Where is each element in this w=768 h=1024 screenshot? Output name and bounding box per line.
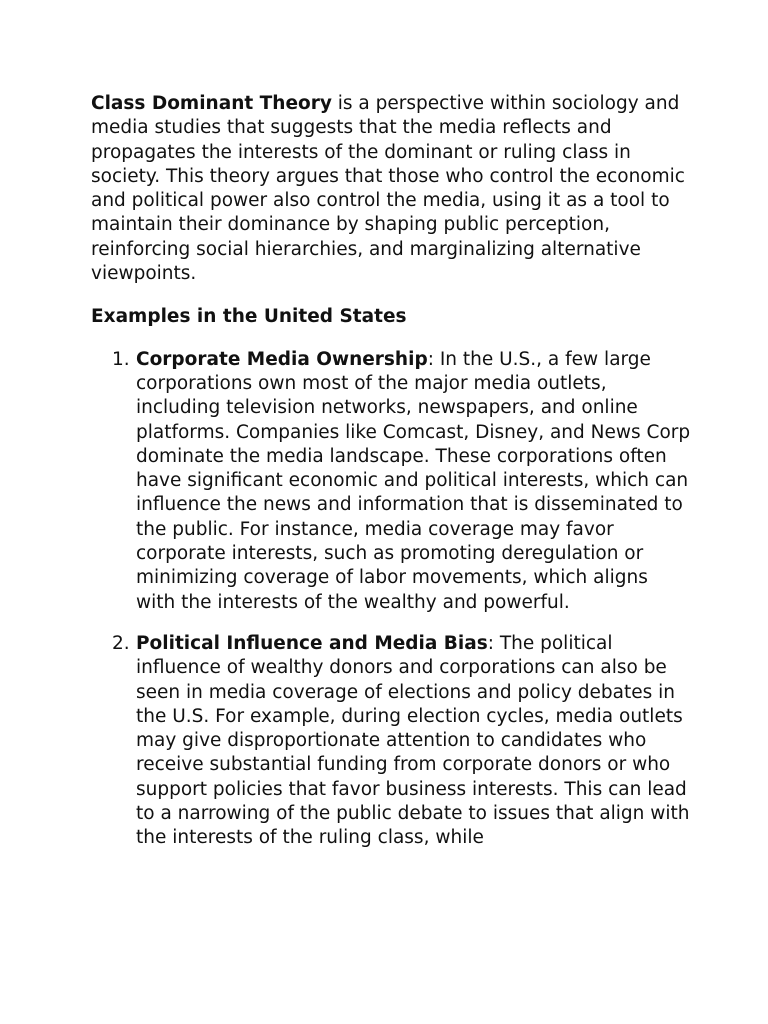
list-item-text: : The political influence of wealthy donors and corporations can also be seen in media coverage of elections and policy debates in the U.S. For example, during election cycles, media outlets may give disproportionate attention to candidates who receive substantial funding from corporate donors or who support policies that favor business interests. This can lead to a narrowing of the public debate to issues that align with the interests of the ruling class, while [136,632,690,849]
intro-text: is a perspective within sociology and media studies that suggests that the media reflects and propagates the interests of the dominant or ruling class in society. This theory argues that those who control the economic and political power also control the media, using it as a tool to maintain their dominance by shaping public perception, reinforcing social hierarchies, and marginalizing alternative viewpoints. [91,93,685,285]
list-item-title: Political Influence and Media Bias [136,632,488,654]
examples-list [91,348,691,851]
intro-term: Class Dominant Theory [91,93,332,114]
list-item [91,632,691,851]
list-item-number: 1. [112,348,130,370]
section-heading: Examples in the United States [91,306,407,328]
document-page [91,92,691,868]
list-item-text: : In the U.S., a few large corporations own most of the major media outlets, including television networks, newspapers, and online platforms. Companies like Comcast, Disney, and News Corp dominate the media landscape. These corporations often have significant economic and political interests, which can influence the news and information that is disseminated to the public. For instance, media coverage may favor corporate interests, such as promoting deregulation or minimizing coverage of labor movements, which aligns with the interests of the wealthy and powerful. [136,348,691,613]
list-item-title: Corporate Media Ownership [136,348,428,370]
intro-paragraph [91,92,691,286]
list-item-number: 2. [112,632,130,654]
list-item [91,348,691,615]
